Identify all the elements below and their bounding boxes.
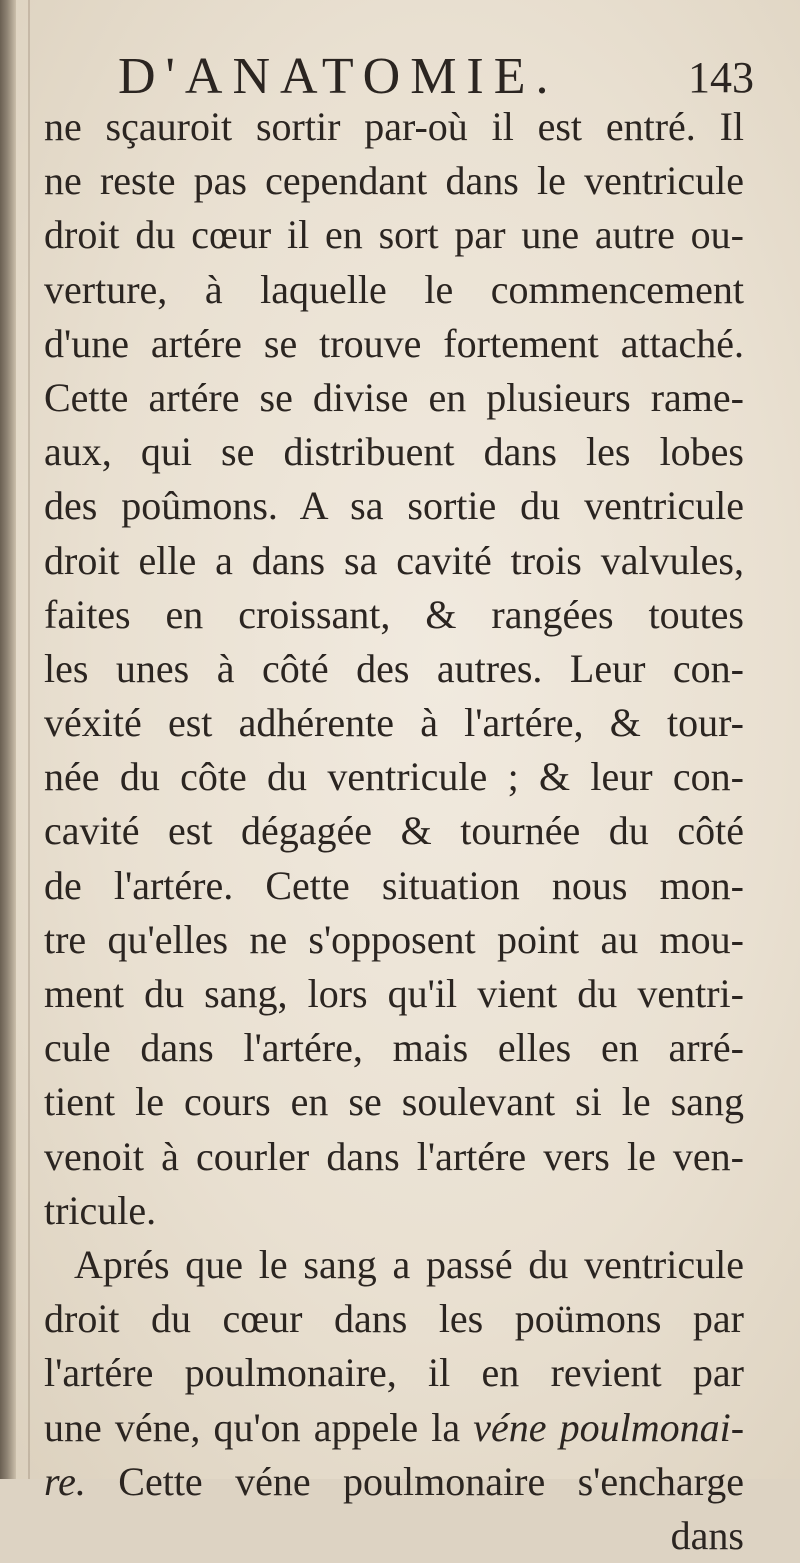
text-line: tricule. (44, 1187, 157, 1233)
text-line: les unes à côté des autres. Leur con- (44, 645, 744, 691)
catchword: dans (670, 1512, 744, 1558)
text-line: cule dans l'artére, mais elles en arré- (44, 1025, 744, 1071)
text-line: tre qu'elles ne s'opposent point au mou- (44, 916, 744, 962)
italic-term: véne poulmonai- (473, 1404, 745, 1450)
paragraph-first-line: Aprés que le sang a passé du ventricule (74, 1241, 744, 1287)
text-line: venoit à courler dans l'artére vers le ven- (44, 1133, 744, 1179)
text-line: droit elle a dans sa cavité trois valvules, (44, 537, 744, 583)
text-line: droit du cœur dans les poümons par (44, 1296, 744, 1342)
page-edge-shadow (28, 0, 30, 1479)
text-line: tient le cours en se soulevant si le sang (44, 1079, 744, 1125)
text-fragment: une véne, qu'on appele la (44, 1404, 461, 1450)
text-line: cavité est dégagée & tournée du côté (44, 808, 744, 854)
text-line: ment du sang, lors qu'il vient du ventri- (44, 971, 744, 1016)
text-line: l'artére poulmonaire, il en revient par (44, 1350, 744, 1396)
text-line: ne reste pas cependant dans le ventricule (44, 158, 744, 204)
text-line-with-term (44, 1455, 744, 1509)
text-line: ne sçauroit sortir par-où il est entré. Il (44, 104, 744, 149)
body-text (44, 100, 744, 1563)
text-line: véxité est adhérente à l'artére, & tour- (44, 700, 744, 746)
text-line: droit du cœur il en sort par une autre ou- (44, 212, 744, 258)
text-line: d'une artére se trouve fortement attaché. (44, 320, 744, 366)
text-line: verture, à laquelle le commencement (44, 266, 744, 312)
text-fragment: Cette véne poulmonaire s'encharge (118, 1458, 744, 1504)
text-line: de l'artére. Cette situation nous mon- (44, 862, 744, 908)
page-gutter (0, 0, 16, 1479)
page-number: 143 (688, 53, 754, 102)
italic-term-continuation: re. (44, 1458, 86, 1504)
text-line-with-term (44, 1401, 744, 1455)
text-line: des poûmons. A sa sortie du ventricule (44, 483, 744, 529)
text-line: faites en croissant, & rangées toutes (44, 591, 744, 637)
text-line: née du côte du ventricule ; & leur con- (44, 754, 744, 800)
running-title: D'ANATOMIE. (118, 48, 559, 105)
text-line: aux, qui se distribuent dans les lobes (44, 429, 744, 475)
text-line: Cette artére se divise en plusieurs rame- (44, 374, 744, 420)
